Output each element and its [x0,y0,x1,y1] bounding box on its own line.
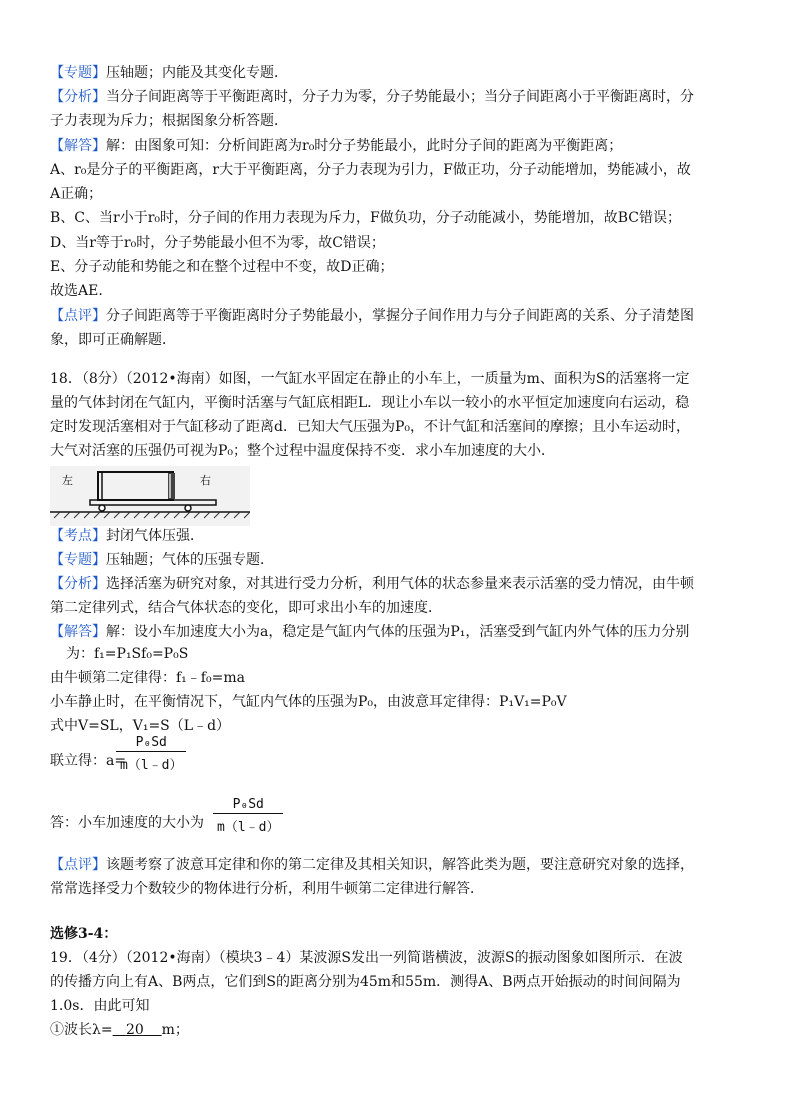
zhuanti-line [50,550,274,570]
kaodian-text: 封闭气体压强． [106,528,204,544]
q19-line-4 [50,1020,189,1040]
q19-answer-blank [113,1022,162,1038]
fig-label-left: 左 [62,474,73,487]
jieda-line [50,622,689,642]
fenxi-text-1: 当分子间距离等于平衡距离时，分子力为零，分子势能最小；当分子间距离小于平衡距离时，分 [106,89,694,105]
solution-line: B、C、当r小于r₀时，分子间的作用力表现为斥力，F做负功，分子动能减小，势能增加，故BC错误； [50,210,681,226]
dianping-line-1 [50,306,694,326]
q18-line-4: 大气对活塞的压强仍可视为P₀；整个过程中温度保持不变．求小车加速度的大小． [50,443,556,459]
q19-suffix: m； [161,1022,189,1038]
solution-line: E、分子动能和势能之和在整个过程中不变，故D正确； [50,259,394,275]
q18-line-1: 18．（8分）（2012•海南）如图，一气缸水平固定在静止的小车上，一质量为m、面积为S的活塞将一定 [50,371,690,387]
equation-line: 小车静止时，在平衡情况下，气缸内气体的压强为P₀，由波意耳定律得：P₁V₁=P₀V [50,694,567,710]
zhuanti-text: 压轴题；内能及其变化专题． [106,65,288,81]
zhuanti-line [50,63,288,83]
jieda-tag: 【解答】 [50,138,106,154]
fenxi-text-1: 选择活塞为研究对象，对其进行受力分析，利用气体的状态参量来表示活塞的受力情况，由牛顿 [106,576,694,592]
dianping-tag: 【点评】 [50,308,106,324]
answer-label: 答：小车加速度的大小为 [50,815,204,831]
fenxi-line-2: 子力表现为斥力；根据图象分析答题． [50,113,288,129]
solution-line: 故选AE. [50,283,103,299]
jieda-text: 解：设小车加速度大小为a，稳定是气缸内气体的压强为P₁，活塞受到气缸内外气体的压力分别 [106,624,690,640]
fenxi-line-1 [50,574,694,594]
zhuanti-tag: 【专题】 [50,65,106,81]
fig-label-right: 右 [200,474,211,487]
equation-line: 由牛顿第二定律得：f₁﹣f₀=ma [50,670,245,686]
cylinder-cart-figure [50,466,250,526]
solution-line: D、当r等于r₀时，分子势能最小但不为零，故C错误； [50,235,385,251]
zhuanti-text: 压轴题；气体的压强专题． [106,552,274,568]
fraction-formula [116,735,186,773]
fraction-numerator: P₀Sd [116,735,186,752]
solution-line: A、r₀是分子的平衡距离，r大于平衡距离，分子力表现为引力，F做正功，分子动能增加，势能减小，故 [50,162,691,178]
q19-line-3: 1.0s．由此可知 [50,998,150,1014]
q19-prefix: ①波长λ= [50,1022,113,1038]
fenxi-tag: 【分析】 [50,89,106,105]
solution-line: A正确； [50,186,103,202]
kaodian-line [50,526,204,546]
jieda-line [50,136,622,156]
q19-line-1: 19．（4分）（2012•海南）（模块3﹣4）某波源S发出一列简谐横波，波源S的振动图象如图所示．在波 [50,950,683,966]
fraction-numerator: P₀Sd [213,797,283,814]
dianping-tag: 【点评】 [50,857,106,873]
q18-line-2: 量的气体封闭在气缸内，平衡时活塞与气缸底相距L．现让小车以一较小的水平恒定加速度向右运动，稳 [50,395,690,411]
jieda-tag: 【解答】 [50,624,106,640]
equation-line: 式中V=SL，V₁=S（L﹣d） [50,718,231,734]
dianping-text-1: 分子间距离等于平衡距离时分子势能最小，掌握分子间作用力与分子间距离的关系、分子清楚图 [106,308,694,324]
fraction-denominator: m（l﹣d） [120,758,183,773]
fenxi-tag: 【分析】 [50,576,106,592]
q19-line-2: 的传播方向上有A、B两点，它们到S的距离分别为45m和55m．测得A、B两点开始振动的时间间隔为 [50,974,681,990]
q19-answer: 20 [125,1022,144,1038]
dianping-line-1 [50,855,694,875]
dianping-line-2: 象，即可正确解题． [50,332,176,348]
q18-line-3: 定时发现活塞相对于气缸移动了距离d．已知大气压强为P₀，不计气缸和活塞间的摩擦；且小车运动时， [50,419,690,435]
lianli-label: 联立得：a= [50,753,127,769]
zhuanti-tag: 【专题】 [50,552,106,568]
fenxi-line-1 [50,87,694,107]
fenxi-line-2: 第二定律列式，结合气体状态的变化，即可求出小车的加速度． [50,600,442,616]
equation-line: 为：f₁=P₁Sf₀=P₀S [66,646,189,662]
jieda-text: 解：由图象可知：分析间距离为r₀时分子势能最小，此时分子间的距离为平衡距离； [106,138,623,154]
fraction-denominator: m（l﹣d） [217,820,280,835]
dianping-text-1: 该题考察了波意耳定律和你的第二定律及其相关知识，解答此类为题，要注意研究对象的选择， [106,857,694,873]
kaodian-tag: 【考点】 [50,528,106,544]
fraction-formula [213,797,283,835]
section-title: 选修3-4： [50,926,118,942]
dianping-line-2: 常常选择受力个数较少的物体进行分析，利用牛顿第二定律进行解答． [50,881,484,897]
